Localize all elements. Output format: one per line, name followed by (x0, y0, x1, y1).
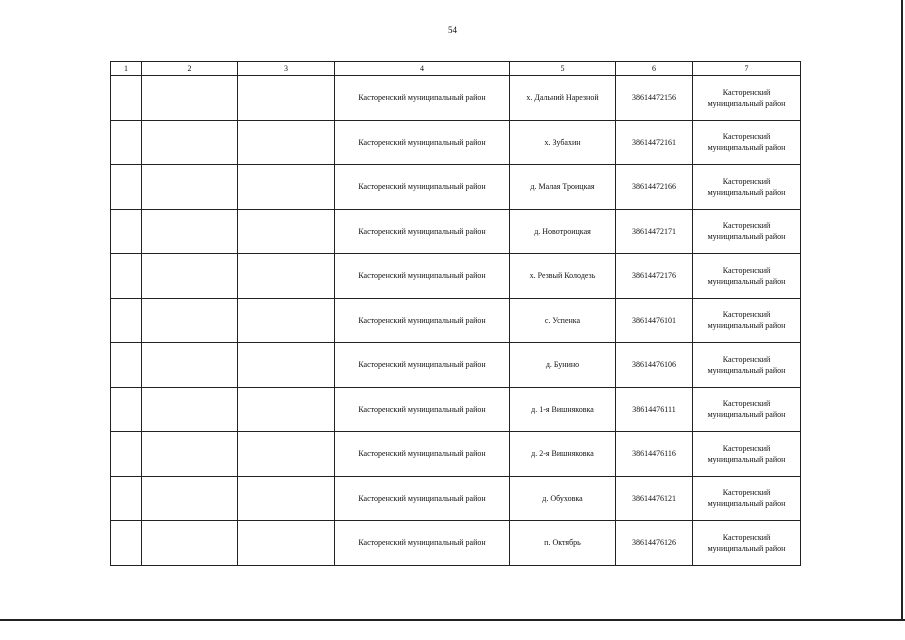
cell-col3 (238, 387, 335, 432)
cell-municipality: Касторенский муниципальный район (693, 521, 801, 566)
cell-col3 (238, 209, 335, 254)
page-edge-right (901, 0, 903, 620)
cell-municipality: Касторенский муниципальный район (693, 165, 801, 210)
table-row (111, 254, 801, 299)
table-row (111, 476, 801, 521)
cell-col2 (142, 254, 238, 299)
cell-code: 38614476121 (616, 476, 693, 521)
cell-col1 (111, 432, 142, 477)
cell-municipality: Касторенский муниципальный район (693, 76, 801, 121)
cell-settlement: д. Обуховка (510, 476, 616, 521)
cell-code: 38614472156 (616, 76, 693, 121)
table-row (111, 76, 801, 121)
cell-code: 38614472166 (616, 165, 693, 210)
cell-municipality: Касторенский муниципальный район (693, 298, 801, 343)
cell-col2 (142, 298, 238, 343)
cell-district: Касторенский муниципальный район (335, 209, 510, 254)
page-number: 54 (448, 25, 457, 35)
cell-settlement: х. Дальний Нарезной (510, 76, 616, 121)
cell-settlement: п. Октябрь (510, 521, 616, 566)
cell-district: Касторенский муниципальный район (335, 76, 510, 121)
table-row (111, 387, 801, 432)
cell-district: Касторенский муниципальный район (335, 387, 510, 432)
cell-municipality: Касторенский муниципальный район (693, 120, 801, 165)
cell-municipality: Касторенский муниципальный район (693, 209, 801, 254)
cell-code: 38614476111 (616, 387, 693, 432)
page-edge-bottom (0, 619, 905, 621)
cell-col2 (142, 387, 238, 432)
cell-col2 (142, 165, 238, 210)
column-header: 5 (510, 62, 616, 76)
table-row (111, 165, 801, 210)
column-header: 1 (111, 62, 142, 76)
cell-col1 (111, 120, 142, 165)
cell-settlement: с. Успенка (510, 298, 616, 343)
cell-col1 (111, 343, 142, 388)
cell-code: 38614476116 (616, 432, 693, 477)
cell-code: 38614472176 (616, 254, 693, 299)
table-row (111, 432, 801, 477)
cell-col1 (111, 476, 142, 521)
cell-code: 38614476126 (616, 521, 693, 566)
table-row (111, 343, 801, 388)
cell-settlement: д. 2-я Вишняковка (510, 432, 616, 477)
cell-settlement: х. Зубахин (510, 120, 616, 165)
cell-district: Касторенский муниципальный район (335, 476, 510, 521)
cell-col1 (111, 298, 142, 343)
cell-municipality: Касторенский муниципальный район (693, 476, 801, 521)
table-row (111, 209, 801, 254)
cell-col1 (111, 209, 142, 254)
cell-col3 (238, 343, 335, 388)
cell-col2 (142, 521, 238, 566)
cell-municipality: Касторенский муниципальный район (693, 387, 801, 432)
cell-code: 38614476106 (616, 343, 693, 388)
cell-col2 (142, 209, 238, 254)
column-header: 7 (693, 62, 801, 76)
cell-municipality: Касторенский муниципальный район (693, 343, 801, 388)
cell-col2 (142, 432, 238, 477)
cell-district: Касторенский муниципальный район (335, 521, 510, 566)
cell-col2 (142, 476, 238, 521)
table-header-row (111, 62, 801, 76)
cell-col1 (111, 521, 142, 566)
cell-settlement: д. 1-я Вишняковка (510, 387, 616, 432)
cell-col3 (238, 254, 335, 299)
cell-col3 (238, 476, 335, 521)
cell-col3 (238, 298, 335, 343)
cell-municipality: Касторенский муниципальный район (693, 254, 801, 299)
cell-district: Касторенский муниципальный район (335, 298, 510, 343)
cell-district: Касторенский муниципальный район (335, 432, 510, 477)
cell-col2 (142, 76, 238, 121)
cell-settlement: д. Малая Троицкая (510, 165, 616, 210)
data-table (110, 61, 801, 566)
cell-code: 38614472161 (616, 120, 693, 165)
column-header: 4 (335, 62, 510, 76)
cell-settlement: д. Бунино (510, 343, 616, 388)
cell-settlement: д. Новотроицкая (510, 209, 616, 254)
cell-col3 (238, 165, 335, 210)
column-header: 2 (142, 62, 238, 76)
cell-col1 (111, 165, 142, 210)
cell-col1 (111, 387, 142, 432)
column-header: 3 (238, 62, 335, 76)
cell-district: Касторенский муниципальный район (335, 343, 510, 388)
cell-col1 (111, 76, 142, 121)
cell-district: Касторенский муниципальный район (335, 165, 510, 210)
table-row (111, 120, 801, 165)
cell-col3 (238, 120, 335, 165)
cell-settlement: х. Резвый Колодезь (510, 254, 616, 299)
cell-col2 (142, 120, 238, 165)
table-row (111, 521, 801, 566)
cell-col3 (238, 76, 335, 121)
cell-col1 (111, 254, 142, 299)
column-header: 6 (616, 62, 693, 76)
cell-col3 (238, 432, 335, 477)
cell-code: 38614472171 (616, 209, 693, 254)
cell-code: 38614476101 (616, 298, 693, 343)
cell-district: Касторенский муниципальный район (335, 254, 510, 299)
table-row (111, 298, 801, 343)
cell-col2 (142, 343, 238, 388)
cell-district: Касторенский муниципальный район (335, 120, 510, 165)
cell-municipality: Касторенский муниципальный район (693, 432, 801, 477)
cell-col3 (238, 521, 335, 566)
